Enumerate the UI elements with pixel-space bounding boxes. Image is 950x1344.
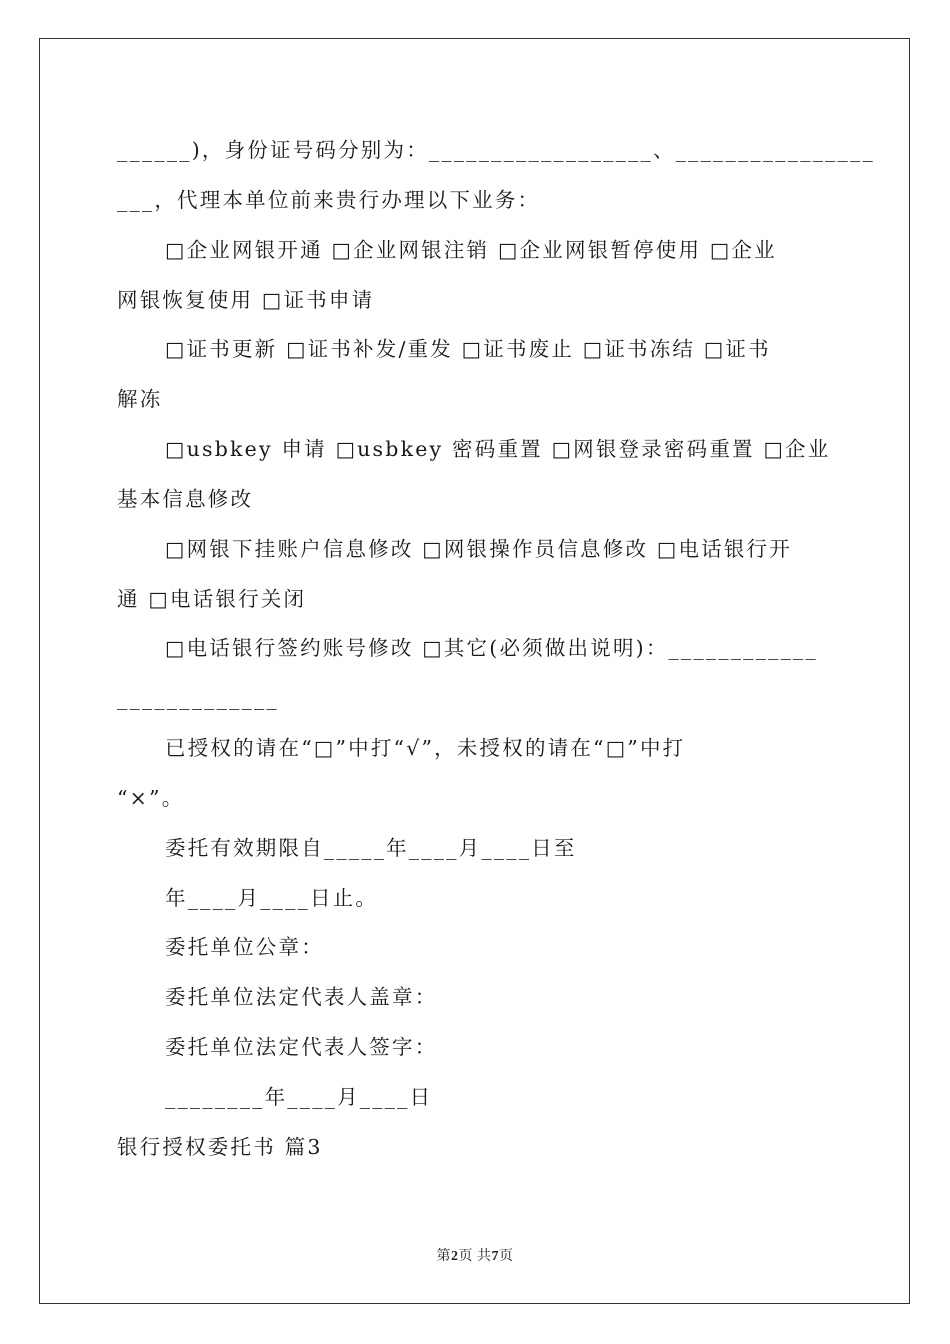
company-seal-label: 委托单位公章： <box>165 935 324 959</box>
validity-period-line: 委托有效期限自_____年____月____日至 <box>165 836 577 860</box>
instruction-line-cont: “×”。 <box>117 786 185 810</box>
option-line-4: □网银下挂账户信息修改 □网银操作员信息修改 □电话银行开 <box>165 537 792 561</box>
footer-page-prefix: 第 <box>436 1249 451 1264</box>
option-line-3: □usbkey 申请 □usbkey 密码重置 □网银登录密码重置 □企业 <box>165 437 831 461</box>
footer-page-current: 2 <box>451 1249 459 1264</box>
option-line-2-cont: 解冻 <box>117 387 163 411</box>
legal-rep-seal-label: 委托单位法定代表人盖章： <box>165 985 438 1009</box>
option-line-5-cont: _____________ <box>117 686 279 710</box>
section-heading: 银行授权委托书 篇3 <box>117 1135 323 1159</box>
validity-period-end-line: 年____月____日止。 <box>165 886 379 910</box>
option-line-1: □企业网银开通 □企业网银注销 □企业网银暂停使用 □企业 <box>165 238 777 262</box>
option-line-3-cont: 基本信息修改 <box>117 487 254 511</box>
id-number-line: ______)，身份证号码分别为：__________________、________________ <box>117 138 875 162</box>
page-footer <box>0 1248 950 1266</box>
footer-page-mid: 页 共 <box>458 1249 492 1264</box>
legal-rep-signature-label: 委托单位法定代表人签字： <box>165 1035 438 1059</box>
option-line-5: □电话银行签约账号修改 □其它(必须做出说明)：____________ <box>165 636 818 660</box>
business-intro-line: ___，代理本单位前来贵行办理以下业务： <box>117 188 541 212</box>
option-line-4-cont: 通 □电话银行关闭 <box>117 587 307 611</box>
option-line-1-cont: 网银恢复使用 □证书申请 <box>117 288 375 312</box>
instruction-line: 已授权的请在“□”中打“√”，未授权的请在“□”中打 <box>165 736 686 760</box>
option-line-2: □证书更新 □证书补发/重发 □证书废止 □证书冻结 □证书 <box>165 337 771 361</box>
footer-page-suffix: 页 <box>499 1249 514 1264</box>
signature-date-line: ________年____月____日 <box>165 1085 433 1109</box>
page-border <box>39 38 910 1304</box>
footer-page-total: 7 <box>491 1249 499 1264</box>
